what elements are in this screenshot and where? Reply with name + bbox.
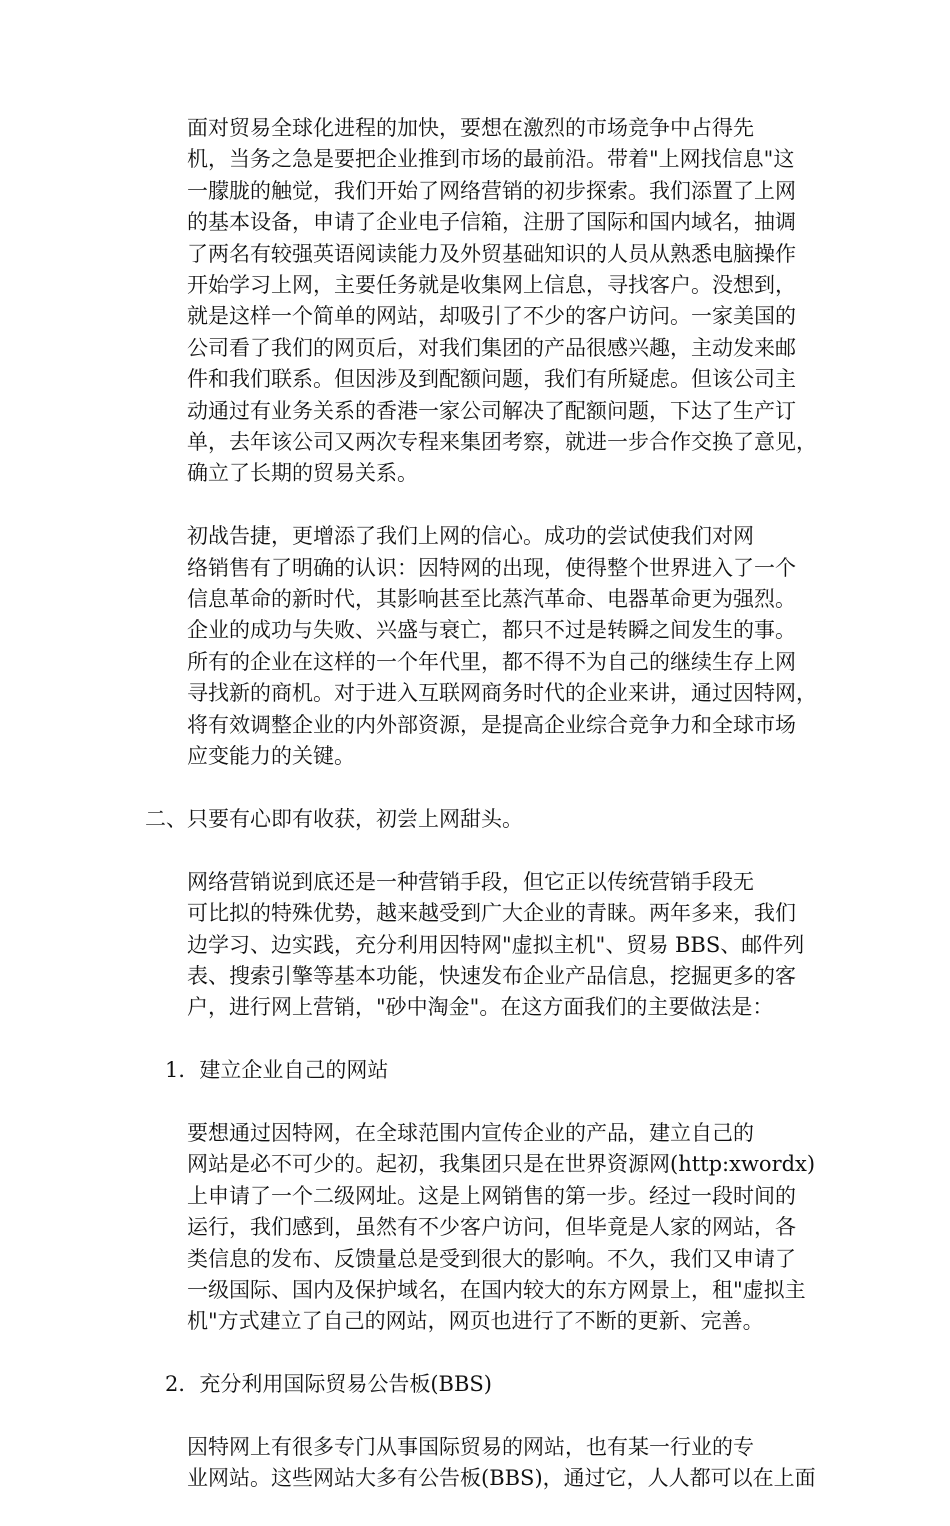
paragraph-bbs xyxy=(145,1432,816,1495)
text-line: 将有效调整企业的内外部资源，是提高企业综合竞争力和全球市场 xyxy=(187,712,796,737)
text-line: 所有的企业在这样的一个年代里，都不得不为自己的继续生存上网 xyxy=(187,649,796,674)
text-line: 面对贸易全球化进程的加快，要想在激烈的市场竞争中占得先 xyxy=(187,116,754,140)
text-line: 可比拟的特殊优势，越来越受到广大企业的青睐。两年多来，我们 xyxy=(187,901,796,926)
heading-text: 二、只要有心即有收获，初尝上网甜头。 xyxy=(145,806,523,831)
text-line: 信息革命的新时代，其影响甚至比蒸汽革命、电器革命更为强烈。 xyxy=(187,587,796,612)
text-line: 件和我们联系。但因涉及到配额问题，我们有所疑虑。但该公司主 xyxy=(187,367,796,392)
text-line: 确立了长期的贸易关系。 xyxy=(187,461,418,486)
subheading-text: 1．建立企业自己的网站 xyxy=(165,1058,389,1083)
text-line: 户，进行网上营销，"砂中淘金"。在这方面我们的主要做法是： xyxy=(187,995,774,1020)
text-line: 企业的成功与失败、兴盛与衰亡，都只不过是转瞬之间发生的事。 xyxy=(187,618,796,643)
text-line: 应变能力的关键。 xyxy=(187,744,355,769)
text-line: 运行，我们感到，虽然有不少客户访问，但毕竟是人家的网站，各 xyxy=(187,1215,796,1240)
document-page xyxy=(145,113,817,1526)
text-line: 的基本设备，申请了企业电子信箱，注册了国际和国内域名，抽调 xyxy=(187,210,796,235)
text-line: 初战告捷，更增添了我们上网的信心。成功的尝试使我们对网 xyxy=(187,524,754,549)
text-line: 一朦胧的触觉，我们开始了网络营销的初步探索。我们添置了上网 xyxy=(187,178,796,203)
text-line: 业网站。这些网站大多有公告板(BBS)，通过它，人人都可以在上面 xyxy=(187,1466,816,1491)
paragraph-intro xyxy=(145,113,817,490)
paragraph-website xyxy=(145,1118,816,1338)
text-line: 了两名有较强英语阅读能力及外贸基础知识的人员从熟悉电脑操作 xyxy=(187,241,796,266)
text-line: 络销售有了明确的认识：因特网的出现，使得整个世界进入了一个 xyxy=(187,555,796,580)
text-line: 网络营销说到底还是一种营销手段，但它正以传统营销手段无 xyxy=(187,869,754,894)
text-line: 网站是必不可少的。起初，我集团只是在世界资源网(http:xwordx) xyxy=(187,1152,816,1177)
text-line: 公司看了我们的网页后，对我们集团的产品很感兴趣，主动发来邮 xyxy=(187,335,796,360)
text-line: 类信息的发布、反馈量总是受到很大的影响。不久，我们又申请了 xyxy=(187,1246,796,1271)
paragraph-first-success xyxy=(145,521,817,772)
text-line: 因特网上有很多专门从事国际贸易的网站，也有某一行业的专 xyxy=(187,1434,754,1459)
text-line: 就是这样一个简单的网站，却吸引了不少的客户访问。一家美国的 xyxy=(187,304,796,329)
text-line: 单，去年该公司又两次专程来集团考察，就进一步合作交换了意见， xyxy=(187,430,817,455)
text-line: 要想通过因特网，在全球范围内宣传企业的产品，建立自己的 xyxy=(187,1120,754,1145)
subheading-text: 2．充分利用国际贸易公告板(BBS) xyxy=(165,1372,492,1397)
text-line: 边学习、边实践，充分利用因特网"虚拟主机"、贸易 BBS、邮件列 xyxy=(187,932,805,957)
subheading-1 xyxy=(145,1055,808,1086)
text-line: 机，当务之急是要把企业推到市场的最前沿。带着"上网找信息"这 xyxy=(187,147,795,172)
section-heading xyxy=(145,804,808,835)
text-line: 开始学习上网，主要任务就是收集网上信息，寻找客户。没想到， xyxy=(187,273,796,298)
text-line: 寻找新的商机。对于进入互联网商务时代的企业来讲，通过因特网， xyxy=(187,681,817,706)
paragraph-network-marketing xyxy=(145,867,808,1024)
text-line: 机"方式建立了自己的网站，网页也进行了不断的更新、完善。 xyxy=(187,1309,764,1334)
subheading-2 xyxy=(145,1369,808,1400)
text-line: 动通过有业务关系的香港一家公司解决了配额问题，下达了生产订 xyxy=(187,398,796,423)
text-line: 一级国际、国内及保护域名，在国内较大的东方网景上，租"虚拟主 xyxy=(187,1277,806,1302)
text-line: 上申请了一个二级网址。这是上网销售的第一步。经过一段时间的 xyxy=(187,1183,796,1208)
text-line: 表、搜索引擎等基本功能，快速发布企业产品信息，挖掘更多的客 xyxy=(187,963,796,988)
